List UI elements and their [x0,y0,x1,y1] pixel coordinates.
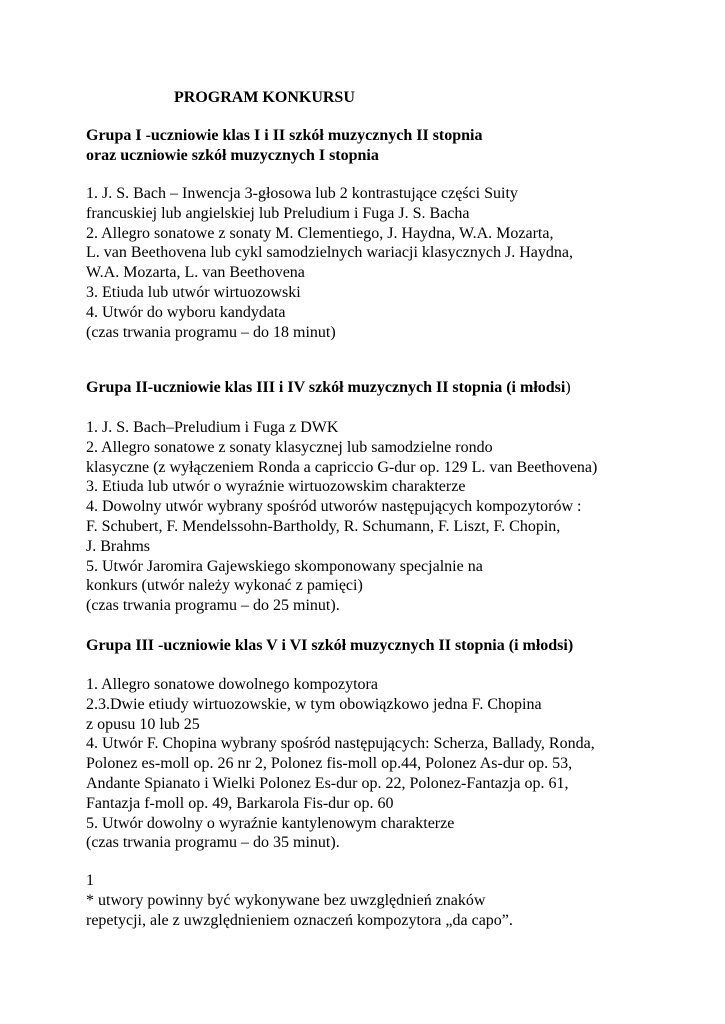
footnote-number: 1 [86,872,94,889]
list-item: 2. Allegro sonatowe z sonaty klasycznej lub samodzielne rondo [86,438,493,456]
list-item: 4. Utwór F. Chopina wybrany spośród następujących: Scherza, Ballady, Ronda, [86,735,595,753]
footnote-line: * utwory powinny być wykonywane bez uwzględnień znaków [86,891,486,909]
group-1-heading-line: Grupa I -uczniowie klas I i II szkół muzycznych II stopnia [86,127,483,144]
list-item: 3. Etiuda lub utwór o wyraźnie wirtuozowskim charakterze [86,478,466,496]
list-item: 1. J. S. Bach – Inwencja 3-głosowa lub 2 kontrastujące części Suity [86,185,518,202]
group-2-heading-line [86,378,716,398]
list-item: 2. Allegro sonatowe z sonaty M. Clementiego, J. Haydna, W.A. Mozarta, [86,224,554,242]
group-1-program-list [86,184,716,342]
list-item: 1. J. S. Bach–Preludium i Fuga z DWK [86,419,339,436]
group-3-heading-line: Grupa III -uczniowie klas V i VI szkół muzycznych II stopnia (i młodsi) [86,637,574,654]
footnote-line: repetycji, ale z uwzględnieniem oznaczeń kompozytora „da capo”. [86,911,513,929]
group-1-heading-line: oraz uczniowie szkół muzycznych I stopnia [86,146,379,164]
group-2-program-list [86,418,716,616]
list-item: 5. Utwór Jaromira Gajewskiego skomponowany specjalnie na [86,557,483,575]
list-item: Fantazja f-moll op. 49, Barkarola Fis-dur op. 60 [86,794,394,812]
group-3-heading [86,636,716,656]
list-item: (czas trwania programu – do 35 minut). [86,834,340,852]
list-item: 1. Allegro sonatowe dowolnego kompozytora [86,676,378,693]
list-item: z opusu 10 lub 25 [86,715,200,733]
list-item: francuskiej lub angielskiej lub Preludium i Fuga J. S. Bacha [86,204,470,222]
list-item: klasyczne (z wyłączeniem Ronda a capriccio G-dur op. 129 L. van Beethovena) [86,458,598,476]
list-item: (czas trwania programu – do 18 minut) [86,323,336,341]
document-title: PROGRAM KONKURSU [174,89,355,106]
list-item: konkurs (utwór należy wykonać z pamięci) [86,577,363,595]
list-item: 4. Dowolny utwór wybrany spośród utworów następujących kompozytorów : [86,498,582,516]
list-item: 3. Etiuda lub utwór wirtuozowski [86,283,301,301]
list-item: W.A. Mozarta, L. van Beethovena [86,264,305,282]
list-item: Polonez es-moll op. 26 nr 2, Polonez fis-moll op.44, Polonez As-dur op. 53, [86,755,573,773]
group-2-heading [86,378,716,398]
group-3-program-list [86,675,716,853]
list-item: L. van Beethovena lub cykl samodzielnych wariacji klasycznych J. Haydna, [86,244,573,262]
list-item: 4. Utwór do wyboru kandydata [86,303,286,321]
list-item: 5. Utwór dowolny o wyraźnie kantylenowym charakterze [86,814,455,832]
group-2-heading-paren: ) [565,379,571,396]
list-item: (czas trwania programu – do 25 minut). [86,597,340,615]
list-item: F. Schubert, F. Mendelssohn-Bartholdy, R. Schumann, F. Liszt, F. Chopin, [86,517,561,535]
list-item: 2.3.Dwie etiudy wirtuozowskie, w tym obowiązkowo jedna F. Chopina [86,695,542,713]
footnote [86,871,716,930]
list-item: J. Brahms [86,537,150,555]
list-item: Andante Spianato i Wielki Polonez Es-dur op. 22, Polonez-Fantazja op. 61, [86,774,569,792]
group-1-heading [86,126,716,166]
group-2-heading-text: Grupa II-uczniowie klas III i IV szkół muzycznych II stopnia (i młodsi [86,379,566,396]
